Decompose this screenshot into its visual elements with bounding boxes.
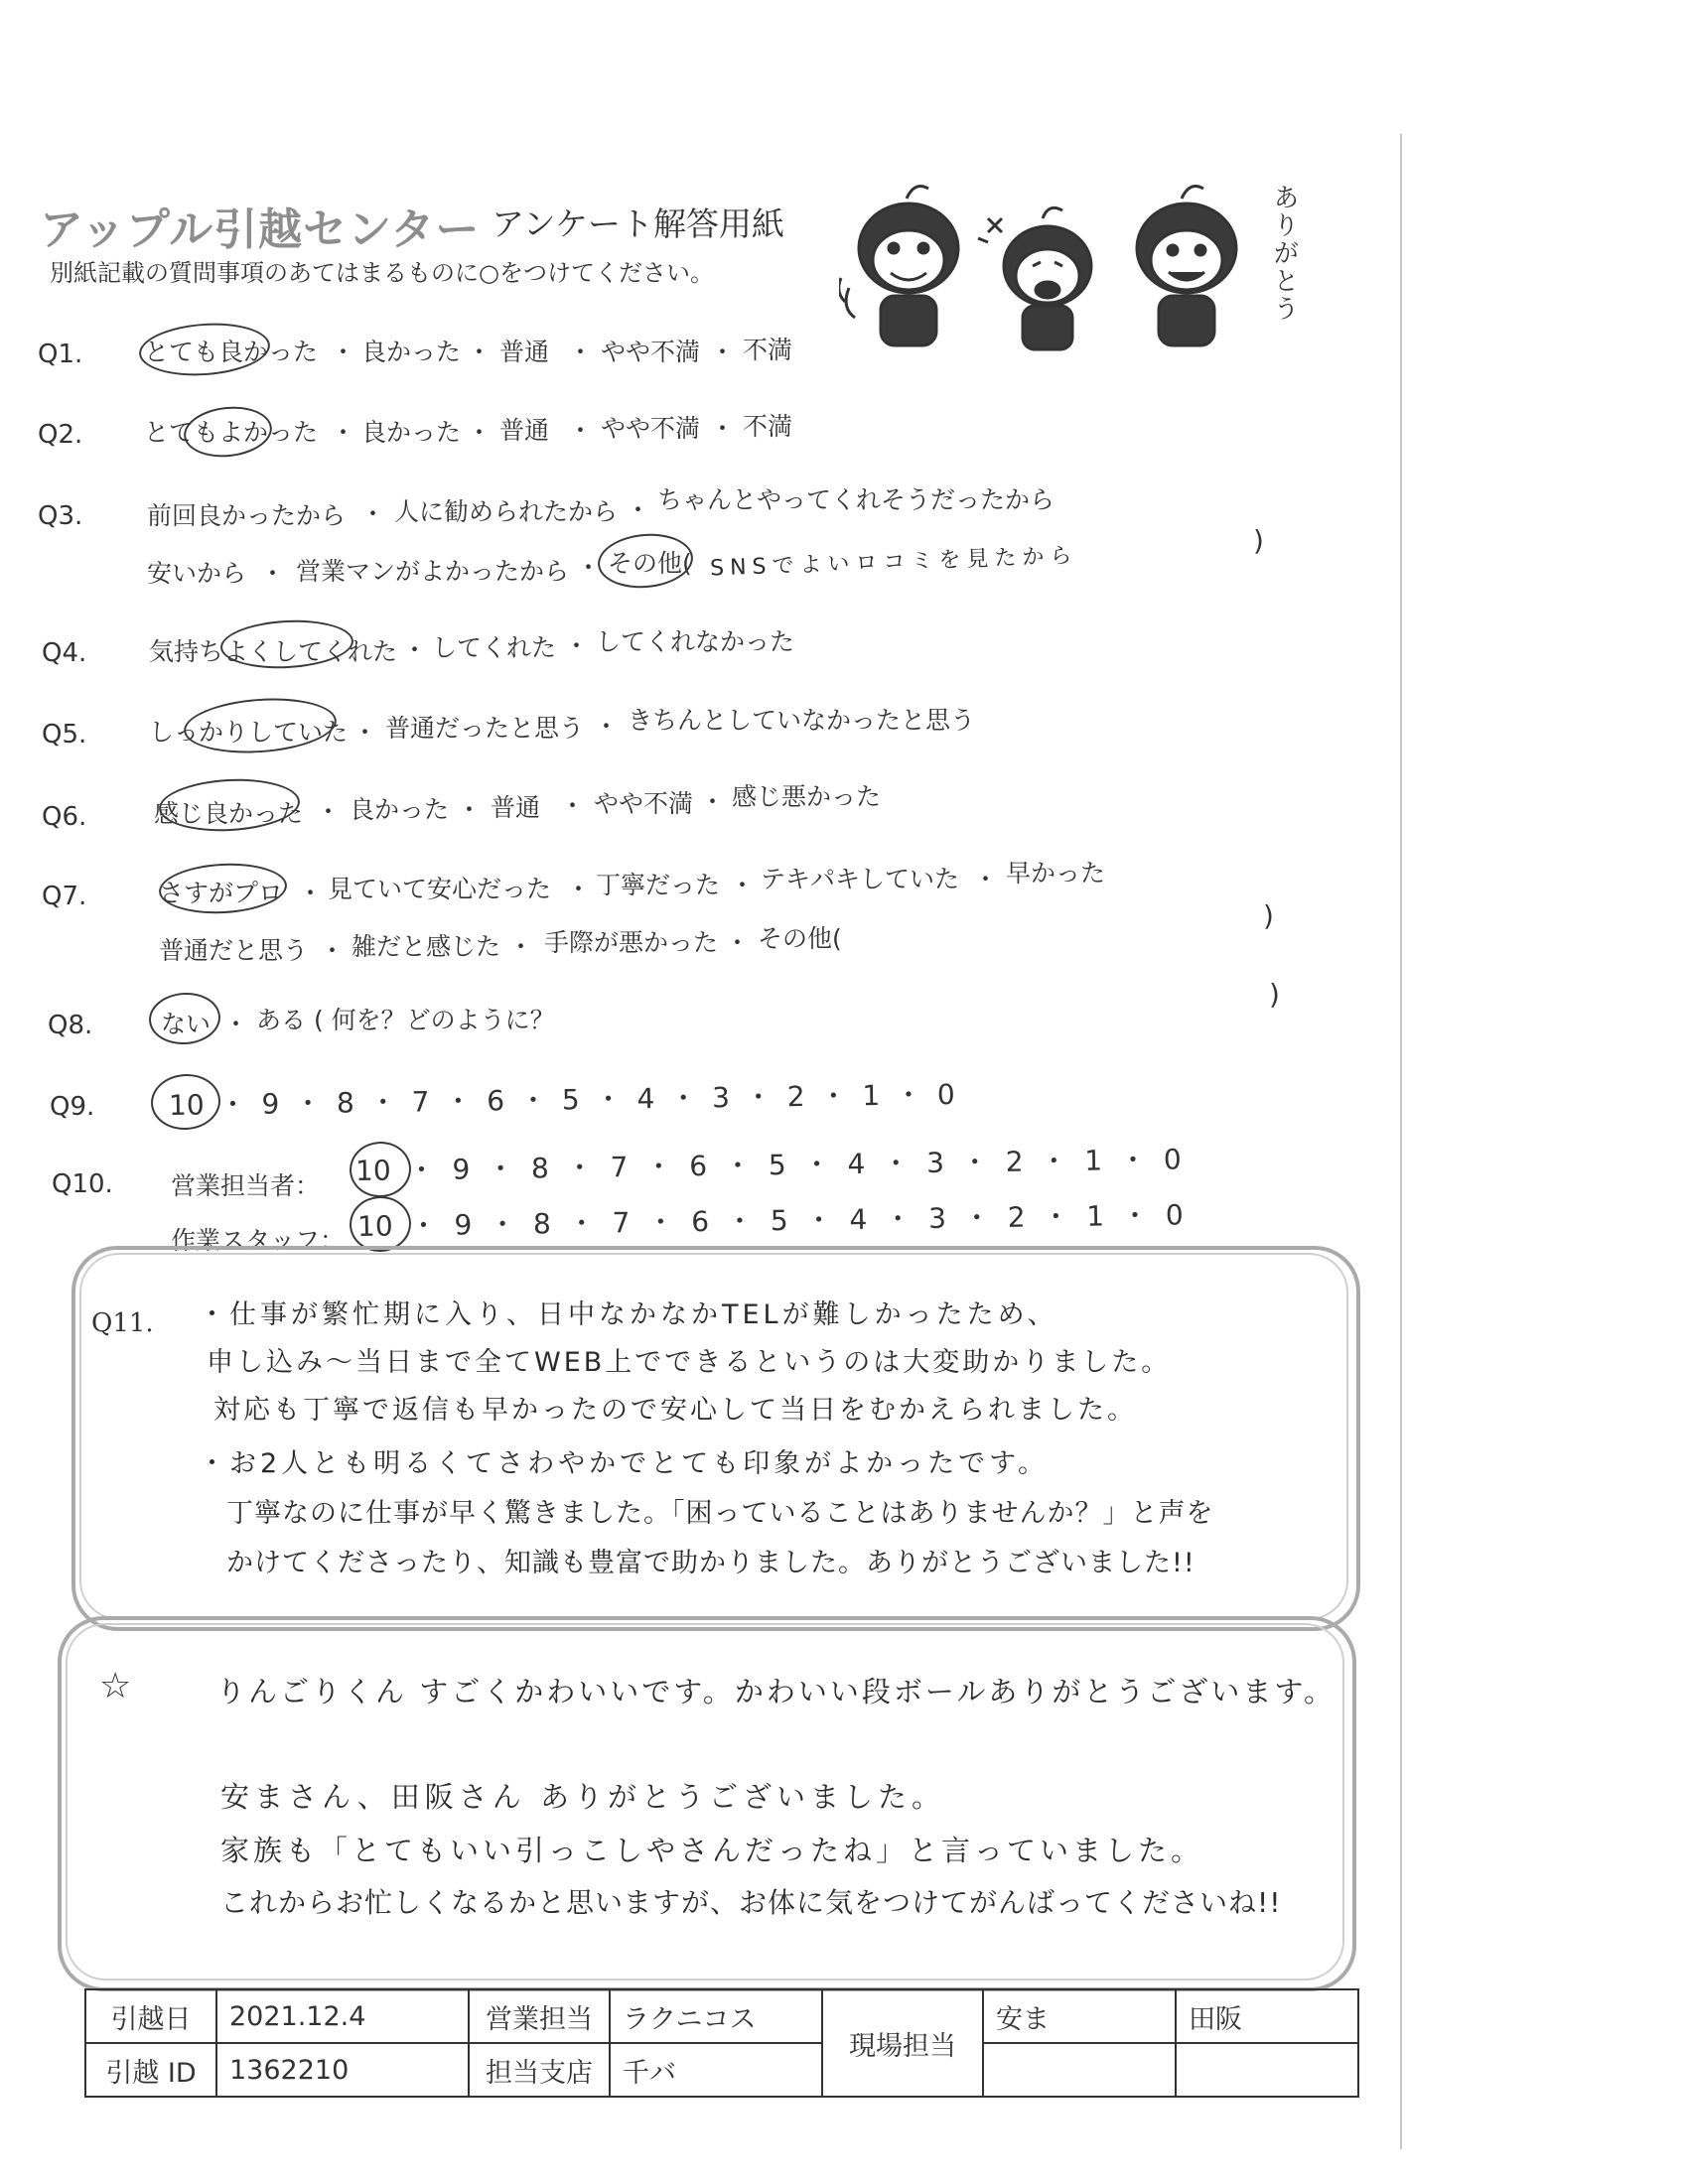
q7-option-8[interactable]: 手際が悪かった (544, 928, 719, 957)
q6-sep-4: ・ (700, 787, 726, 816)
sales-rep-value: ラクニコス (610, 1989, 822, 2043)
q2-sep-3: ・ (568, 416, 594, 445)
q2-sep-2: ・ (467, 418, 492, 447)
q4-sep-2: ・ (564, 631, 590, 660)
site-rep-label: 現場担当 (822, 1989, 983, 2097)
q5-option-3[interactable]: きちんとしていなかったと思う (628, 706, 976, 735)
q3-sep-3: ・ (260, 559, 286, 588)
q7-sep-6: ・ (508, 932, 534, 961)
q8-answer-circle (147, 991, 221, 1047)
q3-sep-2: ・ (626, 495, 651, 524)
q10-staff-scale[interactable]: 10 ・ 9 ・ 8 ・ 7 ・ 6 ・ 5 ・ 4 ・ 3 ・ 2 ・ 1 ・ 0 (356, 1198, 1184, 1243)
q2-option-2[interactable]: 良かった (361, 418, 462, 447)
q10-staff-label: 作業スタッフ： (171, 1226, 346, 1255)
q6-option-1[interactable]: 感じ良かった (154, 799, 304, 828)
q3-sep-1: ・ (360, 499, 386, 528)
q3-option-3[interactable]: ちゃんとやってくれそうだったから (657, 485, 1055, 514)
site-rep-empty-2 (1176, 2043, 1358, 2097)
q3-label: Q3. (38, 501, 83, 531)
q6-label: Q6. (42, 802, 87, 832)
q3-option-5[interactable]: 営業マンがよかったから (296, 557, 570, 586)
q1-option-5[interactable]: 不満 (743, 336, 793, 364)
mascot-right (1137, 187, 1236, 345)
q3-option-6[interactable]: その他( (608, 549, 692, 578)
q7-sep-1: ・ (298, 879, 324, 907)
q5-option-2[interactable]: 普通だったと思う (385, 714, 585, 743)
q7-sep-2: ・ (566, 875, 592, 903)
company-title: アップル引越センター (40, 205, 481, 255)
star-line-3: 家族も「とてもいい引っこしやさんだったね」と言っていました。 (220, 1834, 1204, 1867)
q4-label: Q4. (42, 638, 87, 668)
q6-option-2[interactable]: 良かった (350, 795, 450, 824)
q11-label: Q11. (91, 1308, 154, 1338)
q3-sep-4: ・ (576, 553, 602, 582)
site-rep-2-value: 田阪 (1176, 1989, 1358, 2043)
q1-option-3[interactable]: 普通 (499, 338, 550, 366)
q3-answer-circle (596, 530, 695, 592)
q11-line-3: 対応も丁寧で返信も早かったので安心して当日をむかえられました。 (213, 1395, 1137, 1426)
q6-option-4[interactable]: やや不満 (594, 789, 694, 818)
star-line-2: 安まさん、田阪さん ありがとうございました。 (220, 1780, 945, 1814)
q7-option-6[interactable]: 普通だと思う (159, 936, 309, 965)
q7-sep-5: ・ (320, 936, 346, 965)
q1-answer-circle (137, 319, 271, 379)
q5-label: Q5. (42, 720, 87, 750)
form-subtitle: アンケート解答用紙 (492, 205, 785, 243)
branch-value: 千バ (610, 2043, 822, 2097)
move-info-table (84, 1988, 1359, 2098)
q6-sep-2: ・ (457, 795, 483, 824)
q6-option-5[interactable]: 感じ悪かった (732, 782, 882, 811)
q1-option-2[interactable]: 良かった (361, 338, 462, 366)
q10-label: Q10. (52, 1169, 113, 1199)
q2-answer-circle (182, 402, 275, 461)
q1-option-4[interactable]: やや不満 (601, 338, 701, 366)
site-rep-1-value: 安ま (983, 1989, 1176, 2043)
q11-line-4: ・お2人とも明るくてさわやかでとても印象がよかったです。 (199, 1448, 1050, 1479)
q11-line-2: 申し込み〜当日まで全てWEB上でできるというのは大変助かりました。 (207, 1347, 1172, 1378)
q8-sep-1: ・ (223, 1010, 249, 1038)
q7-option-7[interactable]: 雑だと感じた (352, 932, 501, 961)
mascot-caption: ありがとう (1269, 184, 1299, 323)
q1-sep-2: ・ (467, 338, 492, 366)
star-icon: ☆ (99, 1666, 132, 1706)
page-edge (1400, 134, 1402, 2149)
q7-sep-7: ・ (725, 928, 751, 957)
q6-option-3[interactable]: 普通 (491, 793, 541, 822)
q2-option-5[interactable]: 不満 (743, 412, 793, 441)
sales-rep-label: 営業担当 (469, 1989, 610, 2043)
q5-sep-1: ・ (352, 718, 378, 747)
star-line-4: これからお忙しくなるかと思いますが、お体に気をつけてがんばってくださいね!! (220, 1886, 1282, 1919)
mascot-left (839, 187, 958, 345)
q11-line-1: ・仕事が繁忙期に入り、日中なかなかTELが難しかったため、 (199, 1299, 1058, 1330)
q1-sep-3: ・ (568, 338, 594, 366)
q7-close-paren: ) (1263, 899, 1274, 932)
q2-sep-4: ・ (710, 414, 736, 443)
q1-sep-4: ・ (710, 338, 736, 366)
q6-sep-1: ・ (316, 797, 342, 826)
q7-option-5[interactable]: 早かった (1006, 859, 1106, 887)
q3-close-paren: ) (1253, 524, 1264, 557)
mascot-middle (978, 207, 1091, 349)
q2-sep-1: ・ (331, 418, 356, 447)
q3-other-answer: SNSでよいロコミを見たから (709, 543, 1078, 582)
move-id-value: 1362210 (216, 2043, 469, 2097)
q3-option-1[interactable]: 前回良かったから (147, 501, 347, 530)
q10-sales-scale[interactable]: 10 ・ 9 ・ 8 ・ 7 ・ 6 ・ 5 ・ 4 ・ 3 ・ 2 ・ 1 ・ 0 (354, 1143, 1182, 1187)
q1-sep-1: ・ (331, 338, 356, 366)
q9-scale[interactable]: 10 ・ 9 ・ 8 ・ 7 ・ 6 ・ 5 ・ 4 ・ 3 ・ 2 ・ 1 ・ 0 (168, 1077, 955, 1122)
q6-sep-3: ・ (560, 791, 586, 820)
q1-option-1[interactable]: とても良かった (144, 338, 319, 366)
q9-label: Q9. (50, 1092, 95, 1122)
move-date-label: 引越日 (85, 1989, 216, 2043)
q7-option-9[interactable]: その他( (758, 924, 842, 953)
q4-option-3[interactable]: してくれなかった (596, 627, 795, 656)
q2-label: Q2. (38, 420, 83, 450)
q5-sep-2: ・ (594, 712, 620, 741)
instruction-text: 別紙記載の質問事項のあてはまるものに○をつけてください。 (50, 259, 714, 287)
q11-line-6: かけてくださったり、知識も豊富で助かりました。ありがとうございました!! (226, 1548, 1196, 1578)
q7-sep-3: ・ (730, 871, 756, 899)
q7-label: Q7. (42, 882, 87, 911)
q11-line-5: 丁寧なのに仕事が早く驚きました。「困っていることはありませんか？」と声を (226, 1498, 1214, 1529)
q4-option-2[interactable]: してくれた (432, 633, 557, 662)
q4-sep-1: ・ (402, 635, 428, 664)
star-line-1: りんごりくん すごくかわいいです。かわいい段ボールありがとうございます。 (216, 1675, 1336, 1708)
q1-label: Q1. (38, 340, 83, 369)
q2-option-4[interactable]: やや不満 (601, 414, 701, 443)
q8-option-2[interactable]: ある ( 何を？どのように？ (256, 1006, 555, 1034)
move-id-label: 引越 ID (85, 2043, 216, 2097)
q3-option-4[interactable]: 安いから (147, 559, 247, 588)
q8-option-1[interactable]: ない (161, 1010, 211, 1038)
q3-option-2[interactable]: 人に勧められたから (394, 497, 619, 526)
branch-label: 担当支店 (469, 2043, 610, 2097)
mascot-illustration (839, 179, 1286, 357)
q7-option-1[interactable]: さすがプロ (159, 879, 284, 907)
q7-sep-4: ・ (973, 865, 999, 893)
q10-sales-label: 営業担当者： (171, 1171, 321, 1200)
q7-option-3[interactable]: 丁寧だった (596, 871, 721, 899)
q2-option-3[interactable]: 普通 (499, 416, 550, 445)
move-date-value: 2021.12.4 (216, 1989, 469, 2043)
q2-option-1[interactable]: とてもよかった (144, 418, 319, 447)
q8-close-paren: ) (1269, 978, 1280, 1011)
q7-option-4[interactable]: テキパキしていた (761, 865, 960, 893)
q4-option-1[interactable]: 気持ちよくしてくれた (149, 637, 398, 666)
q7-option-2[interactable]: 見ていて安心だった (328, 875, 552, 903)
q8-label: Q8. (48, 1011, 93, 1040)
q5-option-1[interactable]: しっかりしていた (149, 718, 349, 747)
site-rep-empty-1 (983, 2043, 1176, 2097)
